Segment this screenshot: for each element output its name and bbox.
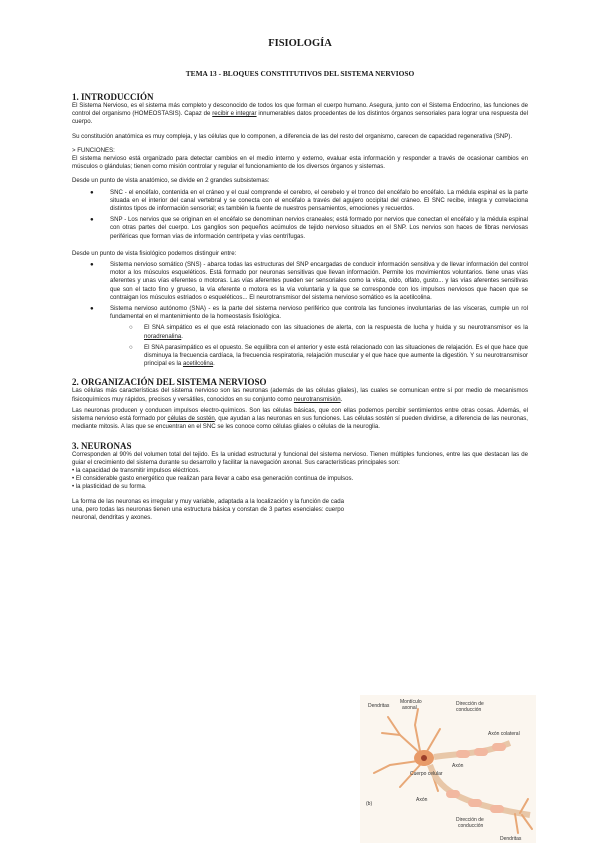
paragraph: [72, 387, 528, 403]
label-axonal: axonal: [402, 705, 417, 711]
list-item-text: Sistema nervioso somático (SNS) - abarca todas las estructuras del SNP encargadas de conducir información sensitiva y de llevar información del control motor a los músculos esqueléticos. Está formado por neuronas sensitivas que llevan información. Permite los movimientos voluntarios. tiene unas vías aferentes y unas vías eferentes o motoras. Las vías aferentes pueden ser sensoriales como la vista, oído, olfato, gusto... y las vías aferentes sensitivas que son el tacto fino y grueso, la vía eferente o motora es la vía voluntaria y la que se corresponde con los impulsos nerviosos que hacen que se contraigan los músculos estriados o esqueléticos... El neurotransmisor del sistema nervioso somático es la acetilcolina.: [110, 261, 528, 301]
underlined-text: noradrenalina: [144, 332, 182, 340]
list-item: [72, 189, 528, 214]
text: Las células más características del sistema nervioso son las neuronas (además de las células gliales), las cuales se comunican entre sí por medio de mecanismos fisicoquímicos muy rápidos, precisos y versátiles, conocidos en su conjunto como: [72, 387, 528, 403]
bullet-icon: ●: [90, 305, 94, 313]
underlined-text: recibir e integrar: [212, 110, 257, 118]
text: Las neuronas producen y conducen impulsos electro-químicos. Son las células básicas, que con ellas podemos percibir sentimientos entre otras cosas. Además, el sistema nervioso está formado por: [72, 406, 528, 423]
neuron-diagram: [360, 695, 536, 843]
sna-sublist: [72, 324, 528, 368]
list-item-text: la plasticidad de su forma.: [75, 483, 147, 491]
label-direction-2a: Dirección de: [456, 817, 484, 823]
underlined-text: células de sostén: [167, 415, 215, 423]
list-item: [72, 261, 528, 302]
paragraph: Corresponden al 90% del volumen total del tejido. Es la unidad estructural y funcional del sistema nervioso. Tienen múltiples funciones, entre las que destacan las de guiar el crecimiento del sistema durante su desarrollo y facilitar la navegación axonal. Sus características principales son:: [72, 450, 528, 466]
features-list: [72, 467, 528, 492]
text: , que ayudan a las neuronas en sus funciones. Las células sostén sí pueden dividirse, a diferencia de las neuronas, mediante mitosis. A las que se encuentran en el SNC se les conoce como células gliales o células de la neuroglia.: [72, 415, 529, 431]
bullet-icon: ●: [90, 216, 94, 224]
physiologic-list: [72, 261, 528, 321]
label-panel: (b): [366, 801, 373, 807]
circle-bullet-icon: ○: [129, 324, 133, 332]
label-cell-body: Cuerpo celular: [410, 771, 443, 777]
list-item: • El considerable gasto energético que realizan para llevar a cabo esa generación continua de impulsos.: [72, 475, 354, 483]
section-organization: [72, 377, 528, 431]
list-item-text: El considerable gasto energético que realizan para llevar a cabo esa generación continua de impulsos.: [75, 475, 354, 483]
sublist-item: [72, 324, 528, 340]
label-direction-1b: conducción: [456, 707, 482, 713]
sublist-item: [72, 344, 528, 369]
label-dendrites-2: Dendritas: [500, 836, 522, 842]
label-axon-collateral: Axón colateral: [488, 731, 520, 737]
label-axon-2: Axón: [416, 797, 428, 803]
figure-background: [360, 695, 536, 843]
text: El SNA simpático es el que está relacionado con las situaciones de alerta, con la respuesta de lucha y huida y su neurotransmisor es la: [144, 324, 528, 332]
label-direction-1a: Dirección de: [456, 701, 484, 707]
section-introduction: [72, 92, 528, 368]
paragraph: El sistema nervioso está organizado para detectar cambios en el medio interno y externo, evaluar esta información y responder a través de ocasionar cambios en músculos o glándulas; tienen como misión controlar y regular el funcionamiento de los diversos órganos y sistemas.: [72, 155, 528, 171]
section-heading: 3. NEURONAS: [72, 440, 132, 451]
list-item: • la capacidad de transmitir impulsos eléctricos.: [72, 466, 201, 474]
paragraph: La forma de las neuronas es irregular y muy variable, adaptada a la localización y la función de cada una, pero todas las neuronas tienen una estructura básica y constan de 3 partes esenciales: cuerpo neuronal, dendritas y axones.: [72, 497, 344, 521]
paragraph: Su constitución anatómica es muy compleja, y las células que lo componen, a diferencia de las del resto del organismo, carecen de capacidad regenerativa (SNP).: [72, 132, 513, 140]
paragraph: [72, 407, 528, 432]
list-item: [72, 305, 528, 321]
bullet-icon: ●: [90, 188, 94, 196]
label-axon: Axón: [452, 763, 464, 769]
bullet-icon: ●: [90, 261, 94, 269]
section-heading: 1. INTRODUCCIÓN: [72, 92, 154, 102]
page-title: FISIOLOGÍA: [268, 38, 332, 49]
paragraph: [72, 102, 528, 127]
underlined-text: neurotransmisión: [293, 395, 341, 403]
topic-title: TEMA 13 - BLOQUES CONSTITUTIVOS DEL SISTEMA NERVIOSO: [185, 69, 415, 78]
functions-label: > FUNCIONES:: [72, 146, 115, 154]
label-monticulo: Montículo: [400, 699, 422, 705]
circle-bullet-icon: ○: [129, 343, 133, 351]
list-item: [72, 216, 528, 241]
list-intro: Desde un punto de vista fisiológico podemos distinguir entre:: [72, 249, 237, 257]
text: .: [340, 395, 343, 403]
document-page: [72, 30, 528, 522]
list-item-text: la capacidad de transmitir impulsos eléctricos.: [75, 466, 201, 474]
section-neurons: [72, 441, 528, 523]
nucleus-shape: [421, 755, 427, 761]
list-item: • la plasticidad de su forma.: [72, 483, 147, 491]
list-item-text: SNP - Los nervios que se originan en el encéfalo se denominan nervios craneales; está formado por nervios que conectan el encéfalo y la médula espinal con otras partes del cuerpo. Los ganglios son pequeños acúmulos de tejido nervioso situados en el SNP. Los nervios son haces de fibras nerviosas periféricas que forman vías de información centrípeta y vías centrífugas.: [110, 216, 528, 240]
label-direction-2b: conducción: [458, 823, 484, 829]
list-intro: Desde un punto de vista anatómico, se divide en 2 grandes subsistemas:: [72, 177, 270, 185]
list-item-text: SNC - el encéfalo, contenida en el cráneo y el cual comprende el cerebro, el cerebelo y el tronco del encéfalo bo encéfalo. La médula espinal es la parte situada en el interior del canal vertebral y se conecta con el encéfalo a través del agujero occipital del cráneo. El SNC recibe, integra y correlaciona distintos tipos de información sensorial; es también la fuente de nuestros pensamientos, emociones y recuerdos.: [110, 188, 528, 213]
text: innumerables datos procedentes de los distintos órganos sensoriales para lograr una respuesta del cuerpo.: [72, 110, 528, 126]
anatomic-list: [72, 189, 528, 241]
text: El SNA parasimpático es el opuesto. Se equilibra con el anterior y este está relacionado con las situaciones de relajación. Es el que hace que disminuya la frecuencia cardíaca, la frecuencia respiratoria, relajación muscular y el que hace que aumente la digestión. Y su neurotransmisor principal es la: [144, 343, 528, 368]
label-dendrites: Dendritas: [368, 703, 390, 709]
text: .: [213, 360, 215, 368]
underlined-text: acetilcolina: [182, 360, 214, 368]
text: .: [181, 332, 183, 340]
list-item-text: Sistema nervioso autónomo (SNA) - es la parte del sistema nervioso periférico que controla las funciones involuntarias de las vísceras, cumple un rol fundamental en el mantenimiento de la homeostasis fisiológica.: [110, 305, 528, 321]
text: El Sistema Nervioso, es el sistema más completo y desconocido de todos los que forman el cuerpo humano. Asegura, junto con el Sistema Endocrino, las funciones de control del organismo (HOMEOSTASIS). Capaz de: [72, 102, 528, 118]
section-heading: 2. ORGANIZACIÓN DEL SISTEMA NERVIOSO: [72, 377, 267, 388]
